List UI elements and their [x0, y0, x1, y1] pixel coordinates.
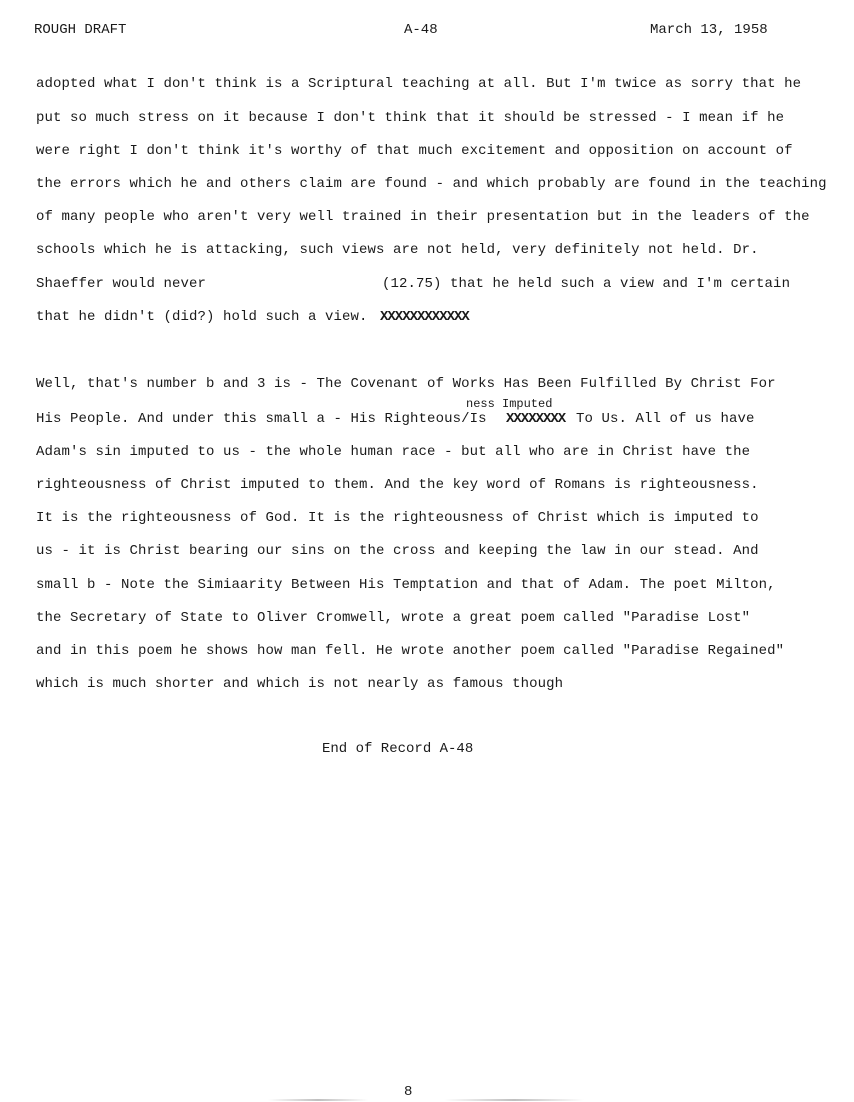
para2-line: which is much shorter and which is not nearly as famous though: [36, 676, 564, 692]
para2-line: the Secretary of State to Oliver Cromwell, wrote a great poem called "Paradise Lost": [36, 610, 751, 626]
header-draft-label: ROUGH DRAFT: [34, 22, 127, 38]
para1-line: adopted what I don't think is a Scriptural teaching at all. But I'm twice as sorry that he: [36, 76, 802, 92]
header-date: March 13, 1958: [650, 22, 768, 38]
scan-smudge-left: [268, 1099, 368, 1101]
para2-line: righteousness of Christ imputed to them. And the key word of Romans is righteousness.: [36, 477, 759, 493]
para1-line: that he didn't (did?) hold such a view.: [36, 309, 368, 325]
para1-line: put so much stress on it because I don't think that it should be stressed - I mean if he: [36, 110, 785, 126]
para1-line: the errors which he and others claim are found - and which probably are found in the teaching: [36, 176, 827, 192]
end-of-record-note: End of Record A-48: [322, 741, 474, 757]
para2-line: It is the righteousness of God. It is the righteousness of Christ which is imputed to: [36, 510, 759, 526]
para2-line: small b - Note the Simiaarity Between His Temptation and that of Adam. The poet Milton,: [36, 577, 776, 593]
para2-line: His People. And under this small a - His Righteous/Is: [36, 411, 487, 427]
para2-line: us - it is Christ bearing our sins on the cross and keeping the law in our stead. And: [36, 543, 759, 559]
para2-line: Well, that's number b and 3 is - The Covenant of Works Has Been Fulfilled By Christ For: [36, 376, 776, 392]
para1-line: were right I don't think it's worthy of that much excitement and opposition on account of: [36, 143, 793, 159]
struck-out-text: XXXXXXXXXXXX: [380, 309, 469, 325]
para1-line: schools which he is attacking, such views are not held, very definitely not held. Dr.: [36, 242, 759, 258]
para1-line-continued: (12.75) that he held such a view and I'm certain: [382, 276, 791, 292]
para2-line-continued: To Us. All of us have: [576, 411, 755, 427]
para1-line: of many people who aren't very well trained in their presentation but in the leaders of the: [36, 209, 810, 225]
header-record-id: A-48: [404, 22, 438, 38]
para1-line: Shaeffer would never: [36, 276, 207, 292]
scan-smudge-right: [444, 1099, 584, 1101]
para2-line: Adam's sin imputed to us - the whole human race - but all who are in Christ have the: [36, 444, 751, 460]
para2-line: and in this poem he shows how man fell. He wrote another poem called "Paradise Regained": [36, 643, 785, 659]
inserted-text-ness: ness: [466, 397, 495, 411]
inserted-text-imputed: Imputed: [502, 397, 553, 411]
page-number: 8: [404, 1084, 413, 1100]
struck-out-text: XXXXXXXX: [506, 411, 566, 427]
